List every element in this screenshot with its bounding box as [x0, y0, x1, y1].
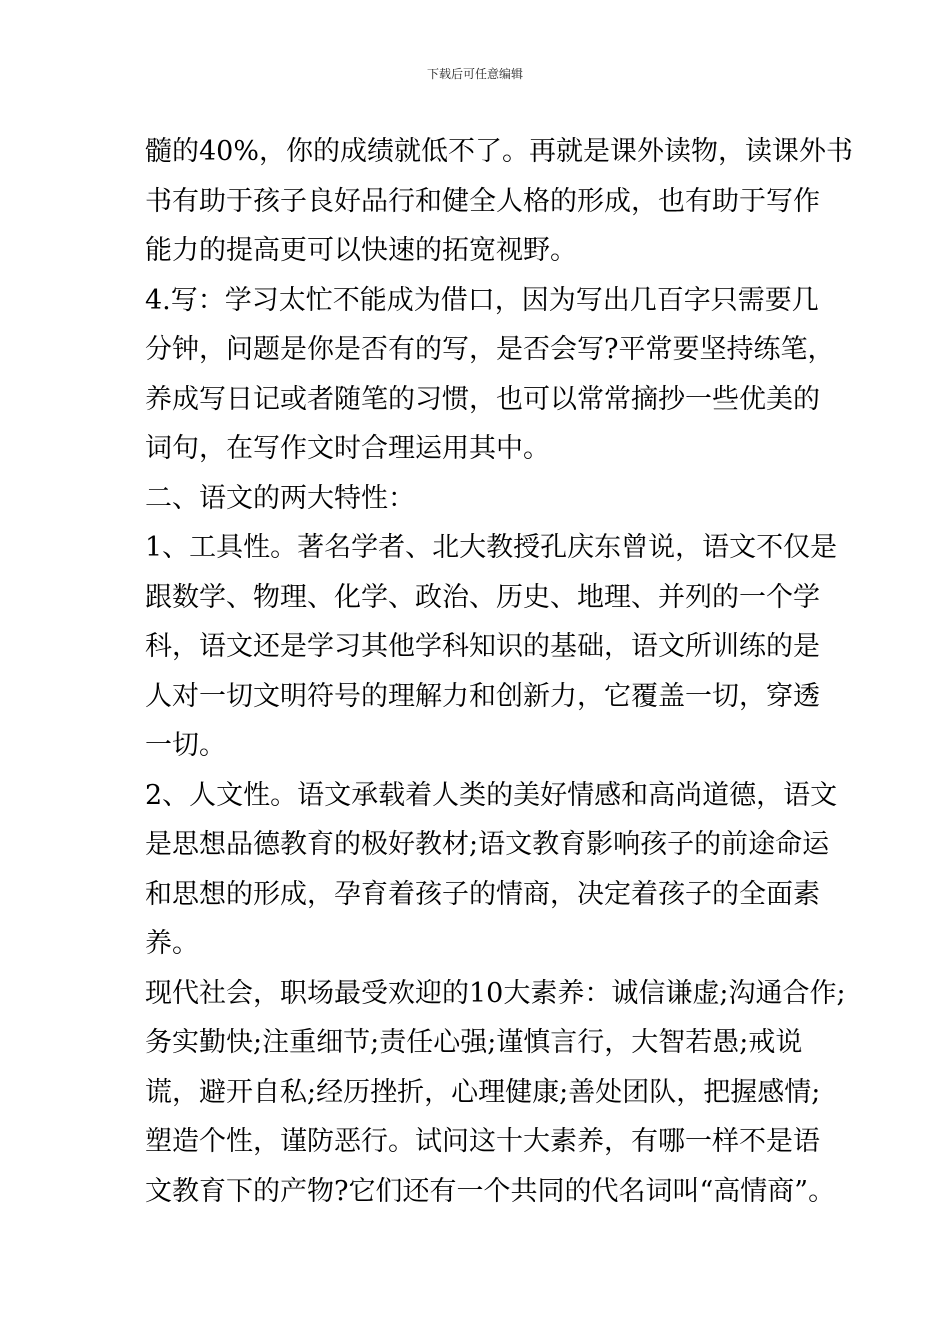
- text-line: 文教育下的产物?它们还有一个共同的代名词叫“高情商”。: [145, 1175, 836, 1207]
- text-line: 人对一切文明符号的理解力和创新力，它覆盖一切，穿透: [145, 680, 820, 712]
- text-line: 养。: [145, 928, 199, 959]
- text-line: 现代社会，职场最受欢迎的10大素养：诚信谦虚;沟通合作;: [145, 977, 846, 1009]
- header-note: 下载后可任意编辑: [426, 67, 523, 81]
- text-line: 和思想的形成，孕育着孩子的情商，决定着孩子的全面素: [145, 878, 820, 910]
- text-line: 髓的40%，你的成绩就低不了。再就是课外读物，读课外书: [145, 136, 854, 167]
- text-line: 塑造个性，谨防恶行。试问这十大素养，有哪一样不是语: [145, 1126, 820, 1157]
- document-body: [145, 127, 854, 1216]
- text-line: 词句，在写作文时合理运用其中。: [145, 433, 550, 464]
- text-line: 能力的提高更可以快速的拓宽视野。: [145, 235, 577, 266]
- text-line: 一切。: [145, 730, 226, 761]
- text-line: 分钟，问题是你是否有的写，是否会写?平常要坚持练笔，: [145, 334, 835, 365]
- section-heading: 二、语文的两大特性：: [145, 482, 415, 514]
- text-line: 务实勤快;注重细节;责任心强;谨慎言行，大智若愚;戒说: [145, 1027, 803, 1058]
- text-line: 1、工具性。著名学者、北大教授孔庆东曾说，语文不仅是: [145, 532, 838, 563]
- text-line: 跟数学、物理、化学、政治、历史、地理、并列的一个学: [145, 581, 820, 613]
- text-line: 科，语文还是学习其他学科知识的基础，语文所训练的是: [145, 631, 820, 662]
- text-line: 谎，避开自私;经历挫折，心理健康;善处团队，把握感情;: [145, 1076, 821, 1108]
- text-line: 4.写：学习太忙不能成为借口，因为写出几百字只需要几: [145, 284, 819, 316]
- text-line: 书有助于孩子良好品行和健全人格的形成，也有助于写作: [145, 185, 820, 217]
- text-line: 是思想品德教育的极好教材;语文教育影响孩子的前途命运: [145, 829, 830, 860]
- text-line: 2、人文性。语文承载着人类的美好情感和高尚道德，语文: [145, 779, 838, 811]
- text-line: 养成写日记或者随笔的习惯，也可以常常摘抄一些优美的: [145, 383, 820, 415]
